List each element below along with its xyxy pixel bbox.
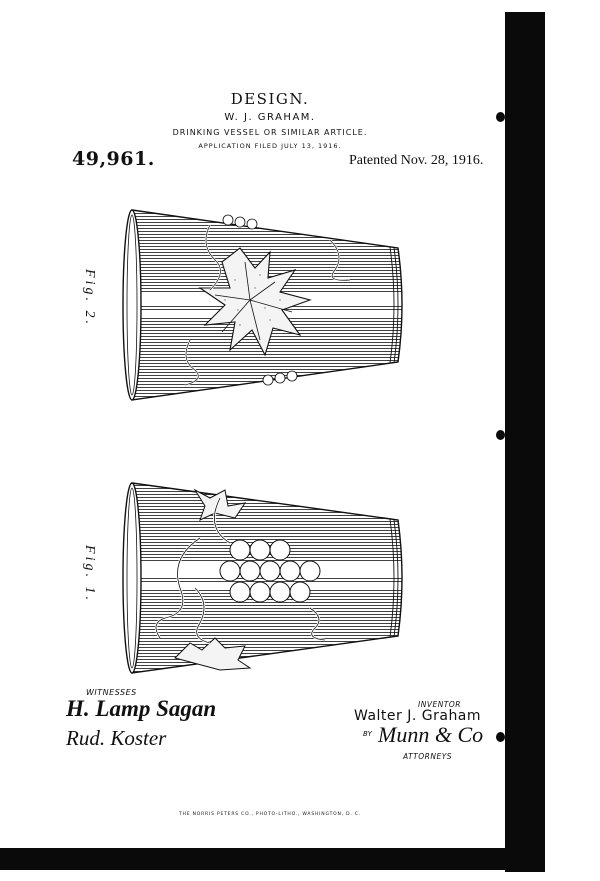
inventor-label: INVENTOR <box>418 700 461 709</box>
patent-date: Patented Nov. 28, 1916. <box>349 153 484 168</box>
by-label: BY <box>363 730 372 738</box>
printer-credit: THE NORRIS PETERS CO., PHOTO-LITHO., WASHINGTON, D. C. <box>179 812 361 817</box>
patent-subject: DRINKING VESSEL OR SIMILAR ARTICLE. <box>172 128 368 137</box>
witness-1-signature: H. Lamp Sagan <box>66 696 217 721</box>
figure-1-tumbler-drawing <box>110 478 420 688</box>
document-title: DESIGN. <box>230 90 310 108</box>
figure-2-tumbler-drawing <box>110 200 420 410</box>
inventor-name-header: W. J. GRAHAM. <box>224 112 316 123</box>
witness-2-signature: Rud. Koster <box>66 726 167 750</box>
figure-2-label: Fig. 2. <box>81 269 97 327</box>
application-filed-date: APPLICATION FILED JULY 13, 1916. <box>198 142 342 150</box>
inventor-signature: Walter J. Graham <box>354 708 482 724</box>
binding-hole <box>496 430 505 440</box>
figure-1-label: Fig. 1. <box>81 545 97 603</box>
attorney-signature: Munn & Co <box>378 722 484 747</box>
scan-border-bottom <box>0 848 545 870</box>
binding-hole <box>496 732 505 742</box>
attorneys-label: ATTORNEYS <box>403 752 453 761</box>
witnesses-label: WITNESSES <box>86 688 137 697</box>
scan-border-right <box>505 12 545 872</box>
patent-number: 49,961. <box>72 148 155 170</box>
